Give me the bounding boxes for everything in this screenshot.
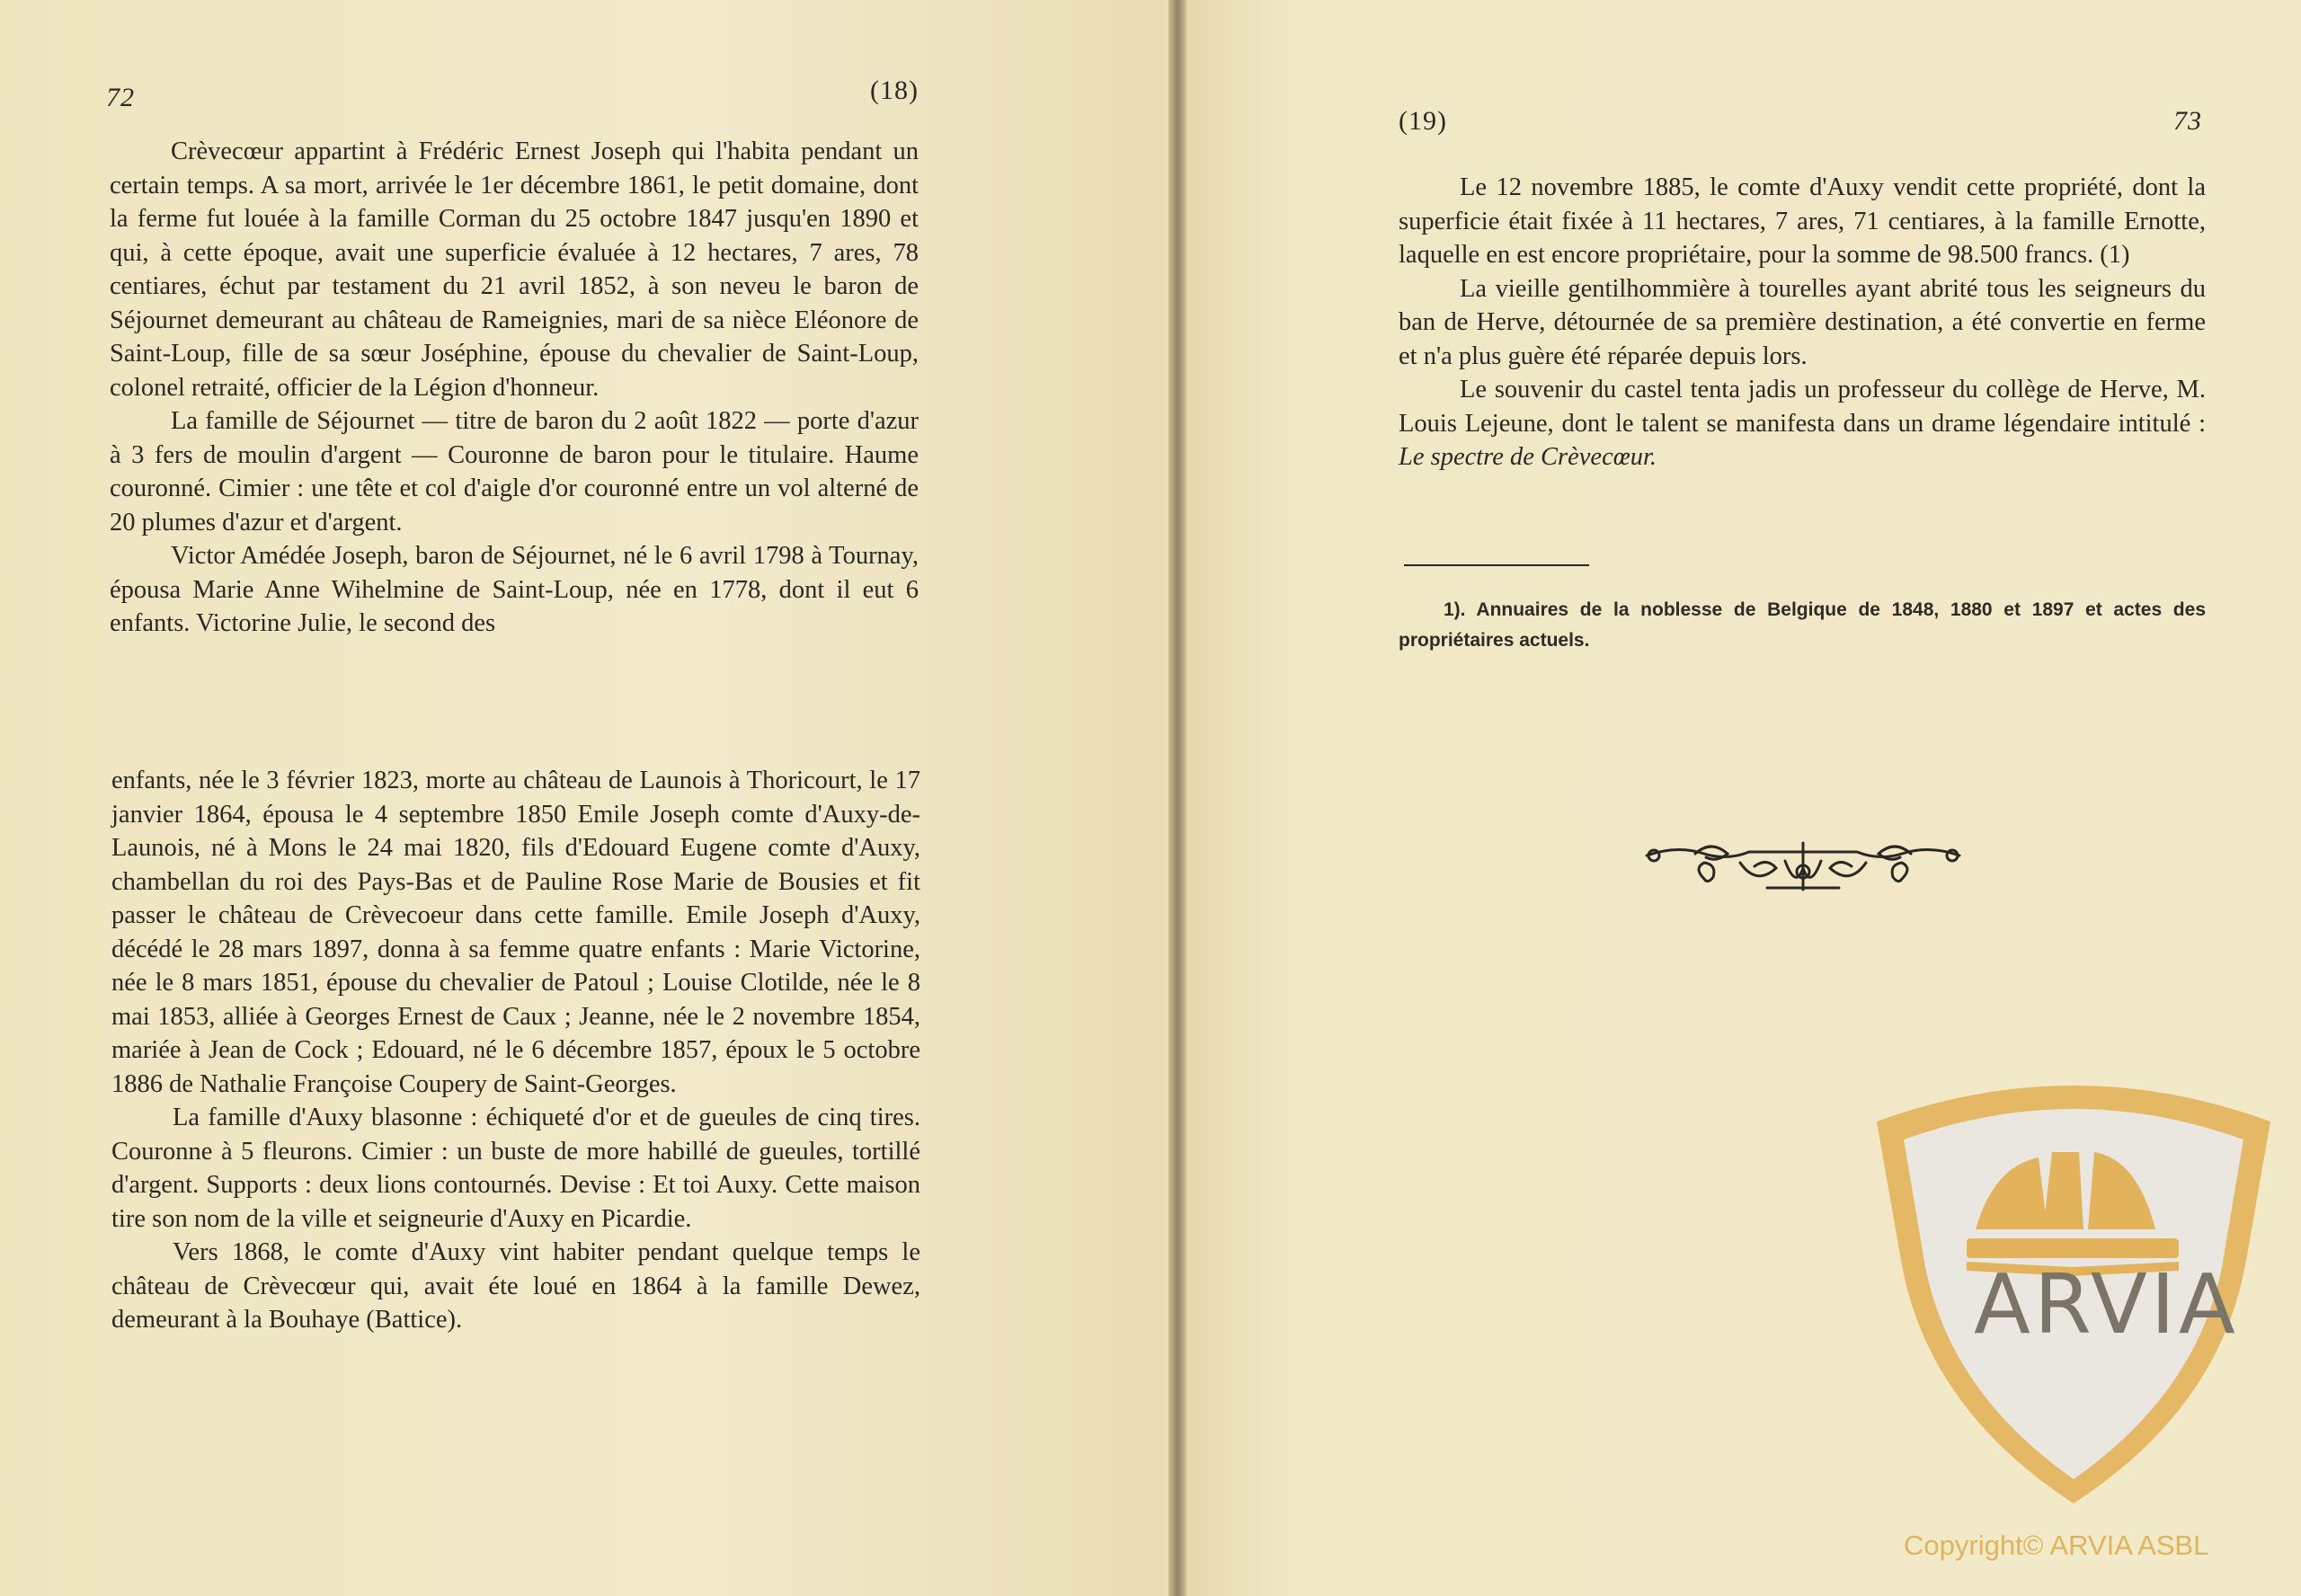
paragraph: enfants, née le 3 février 1823, morte au château de Launois à Thoricourt, le 17 janvier 1864, épousa le 4 septembre 1850 Emile Joseph comte d'Auxy-de-Launois, né à Mons le 24 mai 1820, fils d'Edouard Eugene comte d'Auxy, chambellan du roi des Pays-Bas et de Pauline Rose Marie de Bousies et fit passer le château de Crèvecoeur dans cette famille. Emile Joseph d'Auxy, décédé le 28 mars 1897, donna à sa femme quatre enfants : Marie Victorine, née le 8 mars 1851, épouse du chevalier de Patoul ; Louise Clotilde, née le 8 mai 1853, alliée à Georges Ernest de Caux ; Jeanne, née le 2 novembre 1854, mariée à Jean de Cock ; Edouard, né le 6 décembre 1857, époux le 5 octobre 1886 de Nathalie Françoise Coupery de Saint-Georges. — [111, 767, 920, 1098]
left-text-block-top — [110, 135, 919, 641]
paragraph: La vieille gentilhommière à tourelles ayant abrité tous les seigneurs du ban de Herve, détournée de sa première destination, a été convertie en ferme et n'a plus guère été réparée depuis lors. — [1399, 274, 2206, 370]
copyright-notice: Copyright© ARVIA ASBL — [1904, 1530, 2209, 1561]
left-text-block-bottom — [111, 764, 920, 1337]
book-gutter — [1168, 0, 1186, 1596]
paragraph: La famille de Séjournet — titre de baron du 2 août 1822 — porte d'azur à 3 fers de moulin d'argent — Couronne de baron pour le titulaire. Haume couronné. Cimier : une tête et col d'aigle d'or couronné entre un vol alterné de 20 plumes d'azur et d'argent. — [110, 407, 919, 536]
arvia-logo-text: ARVIA — [1974, 1256, 2239, 1352]
paragraph: Vers 1868, le comte d'Auxy vint habiter pendant quelque temps le château de Crèvecœur qui, avait éte loué en 1864 à la famille Dewez, demeurant à la Bouhaye (Battice). — [111, 1238, 920, 1334]
paragraph-last — [1399, 373, 2206, 474]
left-page-number: 72 — [106, 83, 135, 112]
right-text-block — [1399, 171, 2206, 474]
paragraph-text: Le souvenir du castel tenta jadis un professeur du collège de Herve, M. Louis Lejeune, dont le talent se manifesta dans un drame légendaire intitulé : — [1399, 376, 2206, 438]
play-title: Le spectre de Crèvecœur. — [1399, 443, 1657, 471]
footnote: 1). Annuaires de la noblesse de Belgique de 1848, 1880 et 1897 et actes des propriétaires actuels. — [1399, 599, 2206, 651]
paragraph: La famille d'Auxy blasonne : échiqueté d'or et de gueules de cinq tires. Couronne à 5 fleurons. Cimier : un buste de more habillé de gueules, tortillé d'argent. Supports : deux lions contournés. Devise : Et toi Auxy. Cette maison tire son nom de la ville et seigneurie d'Auxy en Picardie. — [111, 1104, 920, 1233]
paragraph: Le 12 novembre 1885, le comte d'Auxy vendit cette propriété, dont la superficie était fixée à 11 hectares, 7 ares, 71 centiares, à la famille Ernotte, laquelle en est encore propriétaire, pour la somme de 98.500 francs. (1) — [1399, 173, 2206, 269]
footnote-rule — [1404, 564, 1589, 566]
left-section-number: (18) — [870, 75, 919, 105]
right-page-number: 73 — [2173, 106, 2202, 136]
right-section-number: (19) — [1399, 106, 1447, 136]
paragraph: Crèvecœur appartint à Frédéric Ernest Joseph qui l'habita pendant un certain temps. A sa mort, arrivée le 1er décembre 1861, le petit domaine, dont la ferme fut louée à la famille Corman du 25 octobre 1847 jusqu'en 1890 et qui, à cette époque, avait une superficie évaluée à 12 hectares, 7 ares, 78 centiares, échut par testament du 21 avril 1852, à son neveu le baron de Séjournet demeurant au château de Rameignies, mari de sa nièce Eléonore de Saint-Loup, fille de sa sœur Joséphine, épouse du chevalier de Saint-Loup, colonel retraité, officier de la Légion d'honneur. — [110, 137, 919, 402]
decorative-ornament — [1641, 836, 1965, 899]
paragraph: Victor Amédée Joseph, baron de Séjournet, né le 6 avril 1798 à Tournay, épousa Marie Anne Wihelmine de Saint-Loup, née en 1778, dont il eut 6 enfants. Victorine Julie, le second des — [110, 542, 919, 637]
